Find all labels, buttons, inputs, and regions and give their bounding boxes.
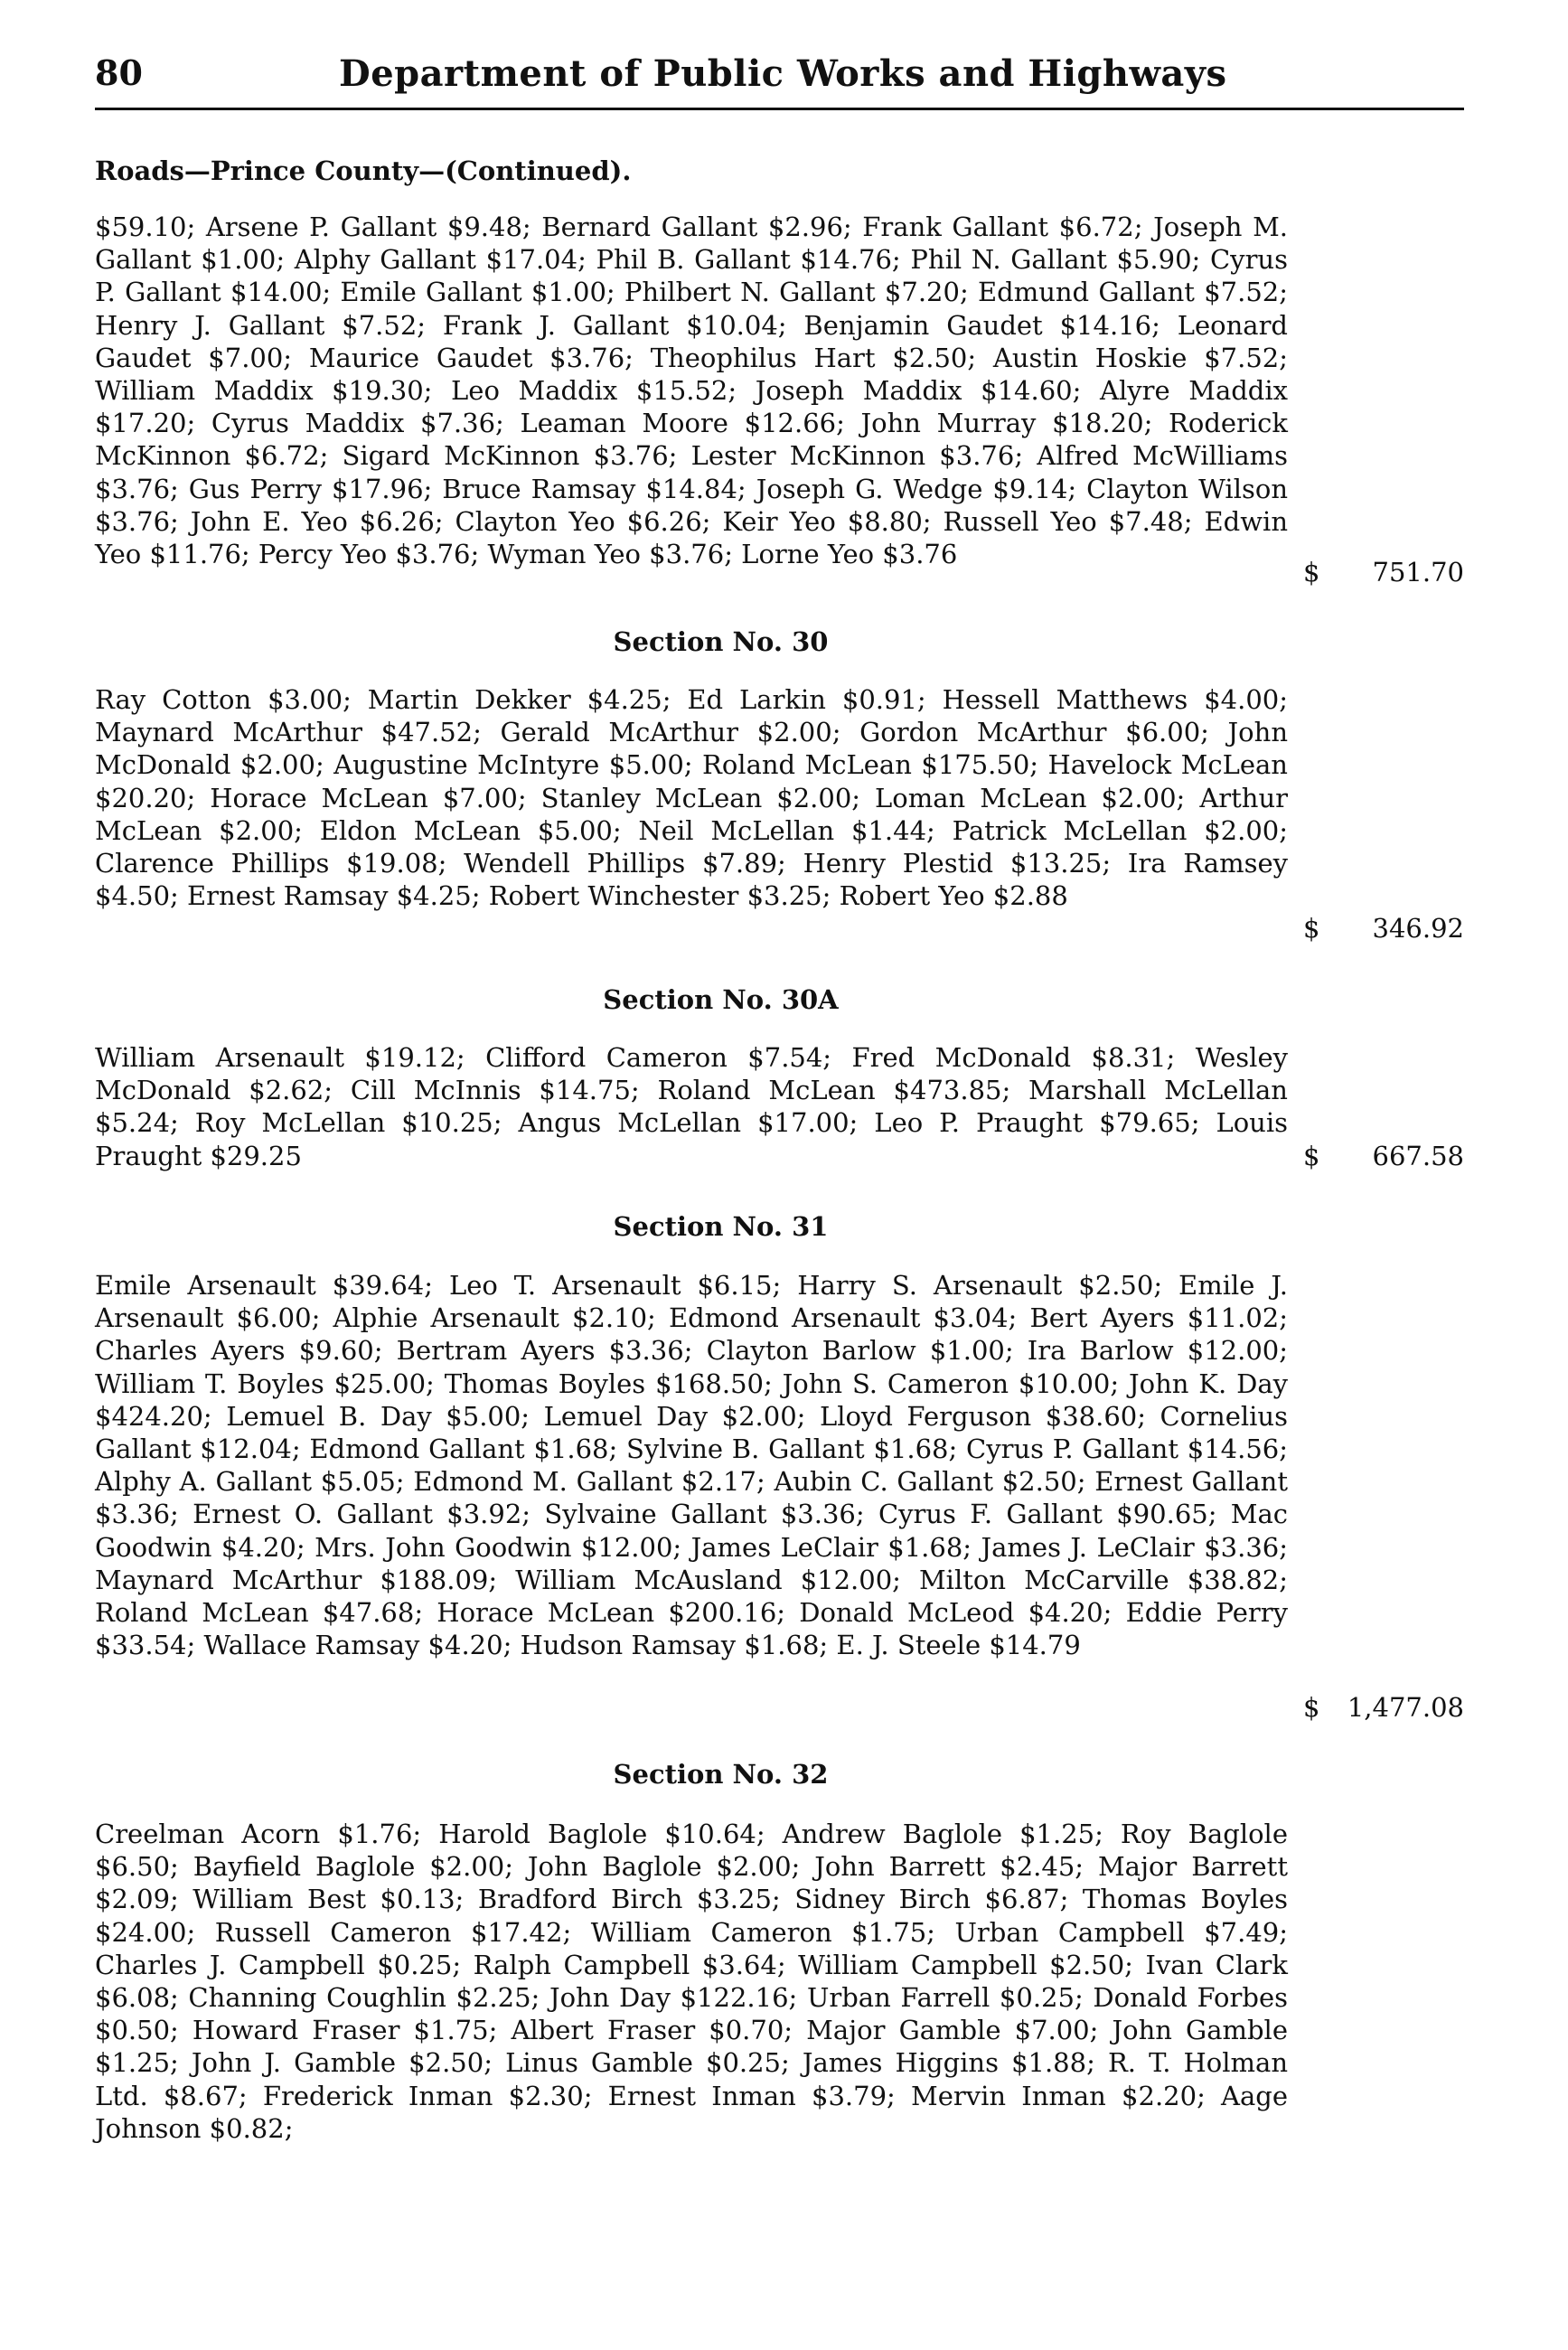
section-body: $59.10; Arsene P. Gallant $9.48; Bernard Gallant $2.96; Frank Gallant $6.72; Joseph M. Gallant $1.00; Alphy Gallant $17.04; Phil B. Gallant $14.76; Phil N. Gallant $5.90; Cyrus P. Gallant $14.00; Emile Gallant $1.00; Philbert N. Gallant $7.20; Edmund Gallant $7.52; Henry J. Gallant $7.52; Frank J. Gallant $10.04; Benjamin Gaudet $14.16; Leonard Gaudet $7.00; Maurice Gaudet $3.76; Theophilus Hart $2.50; Austin Hoskie $7.52; William Maddix $19.30; Leo Maddix $15.52; Joseph Maddix $14.60; Alyre Maddix $17.20; Cyrus Maddix $7.36; Leaman Moore $12.66; John Murray $18.20; Roderick McKinnon $6.72; Sigard McKinnon $3.76; Lester McKinnon $3.76; Alfred McWilliams $3.76; Gus Perry $17.96; Bruce Ramsay $14.84; Joseph G. Wedge $9.14; Clayton Wilson $3.76; John E. Yeo $6.26; Clayton Yeo $6.26; Keir Yeo $8.80; Russell Yeo $7.48; Edwin Yeo $11.76; Percy Yeo $3.76; Wyman Yeo $3.76; Lorne Yeo $3.76	[95, 212, 1288, 570]
page-number: 80	[95, 52, 143, 93]
section-32	[95, 1818, 1464, 2145]
section-total-currency: $	[1303, 557, 1320, 588]
section-total: 751.70	[1372, 557, 1464, 588]
section-body: Emile Arsenault $39.64; Leo T. Arsenault $6.15; Harry S. Arsenault $2.50; Emile J. Arsenault $6.00; Alphie Arsenault $2.10; Edmond Arsenault $3.04; Bert Ayers $11.02; Charles Ayers $9.60; Bertram Ayers $3.36; Clayton Barlow $1.00; Ira Barlow $12.00; William T. Boyles $25.00; Thomas Boyles $168.50; John S. Cameron $10.00; John K. Day $424.20; Lemuel B. Day $5.00; Lemuel Day $2.00; Lloyd Ferguson $38.60; Cornelius Gallant $12.04; Edmond Gallant $1.68; Sylvine B. Gallant $1.68; Cyrus P. Gallant $14.56; Alphy A. Gallant $5.05; Edmond M. Gallant $2.17; Aubin C. Gallant $2.50; Ernest Gallant $3.36; Ernest O. Gallant $3.92; Sylvaine Gallant $3.36; Cyrus F. Gallant $90.65; Mac Goodwin $4.20; Mrs. John Goodwin $12.00; James LeClair $1.68; James J. LeClair $3.36; Maynard McArthur $188.09; William McAusland $12.00; Milton McCarville $38.82; Roland McLean $47.68; Horace McLean $200.16; Donald McLeod $4.20; Eddie Perry $33.54; Wallace Ramsay $4.20; Hudson Ramsay $1.68; E. J. Steele $14.79	[95, 1270, 1288, 1661]
section-30a	[95, 1041, 1464, 1172]
section-heading: Section No. 31	[613, 1211, 829, 1242]
continued-heading: Roads—Prince County—(Continued).	[95, 155, 632, 186]
section-total-currency: $	[1303, 913, 1320, 944]
section-total: 667.58	[1372, 1141, 1464, 1171]
section-body: Ray Cotton $3.00; Martin Dekker $4.25; Ed Larkin $0.91; Hessell Matthews $4.00; Maynard McArthur $47.52; Gerald McArthur $2.00; Gordon McArthur $6.00; John McDonald $2.00; Augustine McIntyre $5.00; Roland McLean $175.50; Havelock McLean $20.20; Horace McLean $7.00; Stanley McLean $2.00; Loman McLean $2.00; Arthur McLean $2.00; Eldon McLean $5.00; Neil McLellan $1.44; Patrick McLellan $2.00; Clarence Phillips $19.08; Wendell Phillips $7.89; Henry Plestid $13.25; Ira Ramsey $4.50; Ernest Ramsay $4.25; Robert Winchester $3.25; Robert Yeo $2.88	[95, 684, 1288, 912]
section-body: William Arsenault $19.12; Clifford Cameron $7.54; Fred McDonald $8.31; Wesley McDonald $2.62; Cill McInnis $14.75; Roland McLean $473.85; Marshall McLellan $5.24; Roy McLellan $10.25; Angus McLellan $17.00; Leo P. Praught $79.65; Louis Praught $29.25	[95, 1042, 1288, 1171]
page-title: Department of Public Works and Highways	[339, 52, 1227, 95]
section-total-currency: $	[1303, 1141, 1320, 1171]
section-total-currency: $	[1303, 1692, 1320, 1723]
section-continued	[95, 211, 1464, 570]
section-30	[95, 683, 1464, 912]
header-rule	[95, 108, 1464, 110]
section-heading: Section No. 32	[613, 1759, 829, 1790]
section-31	[95, 1269, 1464, 1661]
section-body: Creelman Acorn $1.76; Harold Baglole $10.64; Andrew Baglole $1.25; Roy Baglole $6.50; Bayfield Baglole $2.00; John Baglole $2.00; John Barrett $2.45; Major Barrett $2.09; William Best $0.13; Bradford Birch $3.25; Sidney Birch $6.87; Thomas Boyles $24.00; Russell Cameron $17.42; William Cameron $1.75; Urban Campbell $7.49; Charles J. Campbell $0.25; Ralph Campbell $3.64; William Campbell $2.50; Ivan Clark $6.08; Channing Coughlin $2.25; John Day $122.16; Urban Farrell $0.25; Donald Forbes $0.50; Howard Fraser $1.75; Albert Fraser $0.70; Major Gamble $7.00; John Gamble $1.25; John J. Gamble $2.50; Linus Gamble $0.25; James Higgins $1.88; R. T. Holman Ltd. $8.67; Frederick Inman $2.30; Ernest Inman $3.79; Mervin Inman $2.20; Aage Johnson $0.82;	[95, 1819, 1288, 2144]
section-heading: Section No. 30A	[603, 984, 839, 1015]
section-heading: Section No. 30	[613, 626, 829, 657]
section-total: 346.92	[1372, 913, 1464, 944]
page-header	[95, 52, 1460, 110]
section-total: 1,477.08	[1347, 1692, 1464, 1723]
